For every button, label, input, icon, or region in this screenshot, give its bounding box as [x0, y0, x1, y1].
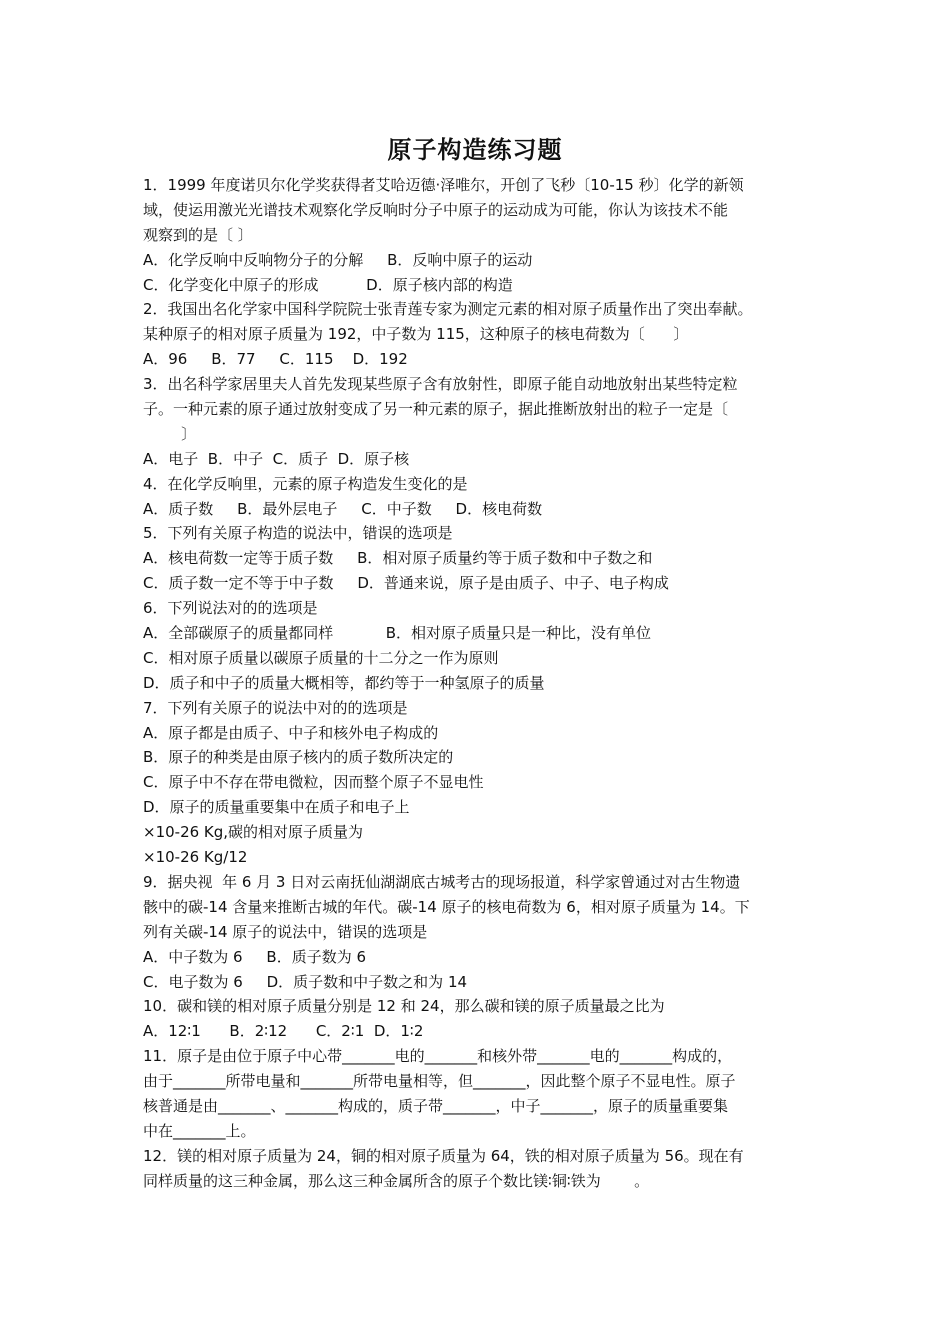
text-line: A．中子数为 6 B．质子数为 6: [143, 947, 367, 966]
text-line: 由于_______所带电量和_______所带电量相等，但_______，因此整个原子不显电性。原子: [143, 1072, 736, 1091]
text-line: D．原子的质量重要集中在质子和电子上: [143, 798, 410, 817]
document-body: [143, 173, 815, 1194]
text-line: 同样质量的这三种金属，那么这三种金属所含的原子个数比镁∶铜∶铁为 。: [143, 1171, 650, 1190]
text-line: 中在_______上。: [143, 1121, 256, 1140]
text-line: C．化学变化中原子的形成 D．原子核内部的构造: [143, 275, 513, 294]
page-title: 原子构造练习题: [387, 135, 563, 164]
text-line: 某种原子的相对原子质量为 192，中子数为 115，这种原子的核电荷数为〔 〕: [143, 325, 689, 344]
text-line: C．电子数为 6 D．质子数和中子数之和为 14: [143, 972, 468, 991]
text-line: 4．在化学反响里，元素的原子构造发生变化的是: [143, 474, 468, 493]
text-line: A．原子都是由质子、中子和核外电子构成的: [143, 723, 439, 742]
text-line: 观察到的是〔 〕: [143, 225, 253, 244]
text-line: 9．据央视 年 6 月 3 日对云南抚仙湖湖底古城考古的现场报道，科学家曾通过对古生物遗: [143, 872, 741, 891]
text-line: A．电子 B．中子 C．质子 D．原子核: [143, 449, 410, 468]
text-line: A．化学反响中反响物分子的分解 B．反响中原子的运动: [143, 250, 533, 269]
text-line: D．质子和中子的质量大概相等，都约等于一种氢原子的质量: [143, 673, 545, 692]
text-line: 5．下列有关原子构造的说法中，错误的选项是: [143, 524, 453, 543]
text-line: 2．我国出名化学家中国科学院院士张青莲专家为测定元素的相对原子质量作出了突出奉献。: [143, 300, 753, 319]
text-line: 6．下列说法对的的选项是: [143, 599, 318, 618]
text-line: 〕: [143, 424, 197, 443]
text-line: B．原子的种类是由原子核内的质子数所决定的: [143, 748, 454, 767]
text-line: 子。一种元素的原子通过放射变成了另一种元素的原子，据此推断放射出的粒子一定是〔: [143, 400, 729, 419]
text-line: A．核电荷数一定等于质子数 B．相对原子质量约等于质子数和中子数之和: [143, 549, 653, 568]
text-line: A．全部碳原子的质量都同样 B．相对原子质量只是一种比，没有单位: [143, 624, 652, 643]
text-line: 11．原子是由位于原子中心带_______电的_______和核外带_______电的_______构成的，: [143, 1047, 733, 1066]
text-line: C．相对原子质量以碳原子质量的十二分之一作为原则: [143, 648, 499, 667]
text-line: 核普通是由_______、_______构成的，质子带_______，中子_______，原子的质量重要集: [143, 1096, 729, 1115]
text-line: 骸中的碳-14 含量来推断古城的年代。碳-14 原子的核电荷数为 6，相对原子质量为 14。下: [143, 897, 750, 916]
text-line: ×10-26 Kg,碳的相对原子质量为: [143, 823, 364, 842]
text-line: 1．1999 年度诺贝尔化学奖获得者艾哈迈德·泽唯尔，开创了飞秒〔10-15 秒〕化学的新领: [143, 176, 744, 194]
text-line: A．质子数 B．最外层电子 C．中子数 D．核电荷数: [143, 499, 543, 518]
text-line: C．质子数一定不等于中子数 D．普通来说，原子是由质子、中子、电子构成: [143, 574, 669, 593]
text-line: A．12∶1 B．2∶12 C．2∶1 D．1∶2: [143, 1022, 424, 1041]
text-line: 7．下列有关原子的说法中对的的选项是: [143, 698, 408, 717]
text-line: 域，使运用激光光谱技术观察化学反响时分子中原子的运动成为可能，你认为该技术不能: [143, 200, 729, 219]
text-line: ×10-26 Kg/12: [143, 848, 248, 867]
text-line: 列有关碳-14 原子的说法中，错误的选项是: [143, 922, 428, 941]
text-line: 12．镁的相对原子质量为 24，铜的相对原子质量为 64，铁的相对原子质量为 56。现在有: [143, 1146, 744, 1165]
text-line: 10．碳和镁的相对原子质量分别是 12 和 24，那么碳和镁的原子质量最之比为: [143, 997, 665, 1016]
text-line: A．96 B．77 C．115 D．192: [143, 350, 408, 369]
text-line: C．原子中不存在带电微粒，因而整个原子不显电性: [143, 773, 484, 792]
text-line: 3．出名科学家居里夫人首先发现某些原子含有放射性，即原子能自动地放射出某些特定粒: [143, 375, 738, 394]
